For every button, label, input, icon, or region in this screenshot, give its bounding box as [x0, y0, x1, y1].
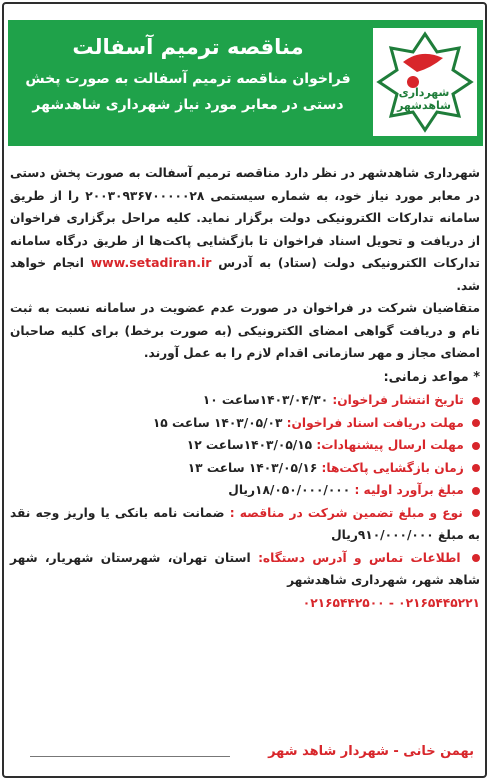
schedule-label: مبلغ برآورد اولیه : [354, 483, 464, 497]
schedule-heading: * مواعد زمانی: [383, 369, 480, 385]
notice-footer [10, 740, 480, 766]
notice-subtitle: فراخوان مناقصه ترمیم آسفالت به صورت پخش دستی در معابر مورد نیاز شهرداری شاهدشهر [25, 71, 351, 113]
schedule-label: اطلاعات تماس و آدرس دستگاه: [258, 550, 461, 565]
schedule-item [10, 502, 480, 547]
schedule-item [10, 479, 480, 502]
logo-text: شهرداری شاهدشهر [397, 86, 451, 112]
bullet-icon [472, 397, 480, 405]
schedule-label: تاریخ انتشار فراخوان: [332, 393, 464, 407]
schedule-item [10, 457, 480, 480]
header-text [8, 20, 368, 146]
schedule-label: زمان بازگشایی پاکت‌ها: [321, 460, 464, 475]
schedule-item [10, 434, 480, 457]
schedule-label: نوع و مبلغ تضمین شرکت در مناقصه : [229, 505, 463, 520]
bullet-icon [472, 487, 480, 495]
schedule-item [10, 389, 480, 412]
setad-link[interactable]: www.setadiran.ir [90, 255, 212, 270]
footer-divider [30, 756, 230, 757]
schedule-item [10, 412, 480, 435]
schedule-value: ۱۴۰۳/۰۵/۱۵ساعت ۱۲ [186, 438, 313, 452]
intro-paragraph-2: متقاضیان شرکت در فراخوان در صورت عدم عضویت در سامانه نسبت به ثبت نام و دریافت گواهی امضای الکترونیکی (به صورت برخط) برای کلیه صاحبان امضای مجاز و مهر سازمانی اقدام لازم را به عمل آورند. [10, 301, 480, 360]
notice-body [10, 162, 480, 614]
schedule-value: استان تهران، شهرستان شهریار، شهر شاهد شهر، شهرداری شاهدشهر [10, 550, 480, 587]
contact-phones: ۰۲۱۶۵۴۴۵۲۲۱ - ۰۲۱۶۵۴۴۲۵۰۰ [302, 595, 480, 610]
schedule-label: مهلت ارسال پیشنهادات: [316, 438, 464, 452]
bullet-icon [472, 554, 480, 562]
notice-header [8, 20, 483, 146]
schedule-label: مهلت دریافت اسناد فراخوان: [286, 415, 464, 430]
bullet-icon [472, 419, 480, 427]
schedule-value: ۱۴۰۳/۰۵/۰۳ ساعت ۱۵ [152, 415, 283, 430]
logo [373, 28, 477, 136]
bullet-icon [472, 442, 480, 450]
intro-text-1: شهرداری شاهدشهر در نظر دارد مناقصه ترمیم آسفالت به صورت پخش دستی در معابر مورد نیاز خود، به شماره سیستمی ۲۰۰۳۰۹۳۶۷۰۰۰۰۰۲۸ را از طریق سامانه تدارکات الکترونیکی دولت برگزار نماید. کلیه مراحل برگزاری فراخوان از دریافت و تحویل اسناد فراخوان تا بازگشایی پاکت‌ها از طریق درگاه سامانه تدارکات الکترونیکی دولت (ستاد) به آدرس [10, 166, 480, 270]
bullet-icon [472, 464, 480, 472]
signature: بهمن خانی - شهردار شاهد شهر [268, 744, 474, 759]
intro-text-1-end: انجام خواهد شد. [10, 256, 480, 293]
schedule-item [10, 547, 480, 592]
bullet-icon [472, 509, 480, 517]
municipality-logo-icon [373, 28, 477, 136]
schedule-value: ۱۸/۰۵۰/۰۰۰/۰۰۰ریال [228, 483, 351, 497]
notice-title: مناقصه ترمیم آسفالت [72, 35, 304, 59]
schedule-value: ۱۴۰۳/۰۴/۳۰ساعت ۱۰ [202, 393, 329, 407]
schedule-value: ضمانت نامه بانکی یا واریز وجه نقد به مبلغ ۹۱۰/۰۰۰/۰۰۰ریال [10, 505, 480, 542]
schedule-value: ۱۴۰۳/۰۵/۱۶ ساعت ۱۳ [187, 460, 318, 475]
intro-paragraph-1 [10, 162, 480, 297]
